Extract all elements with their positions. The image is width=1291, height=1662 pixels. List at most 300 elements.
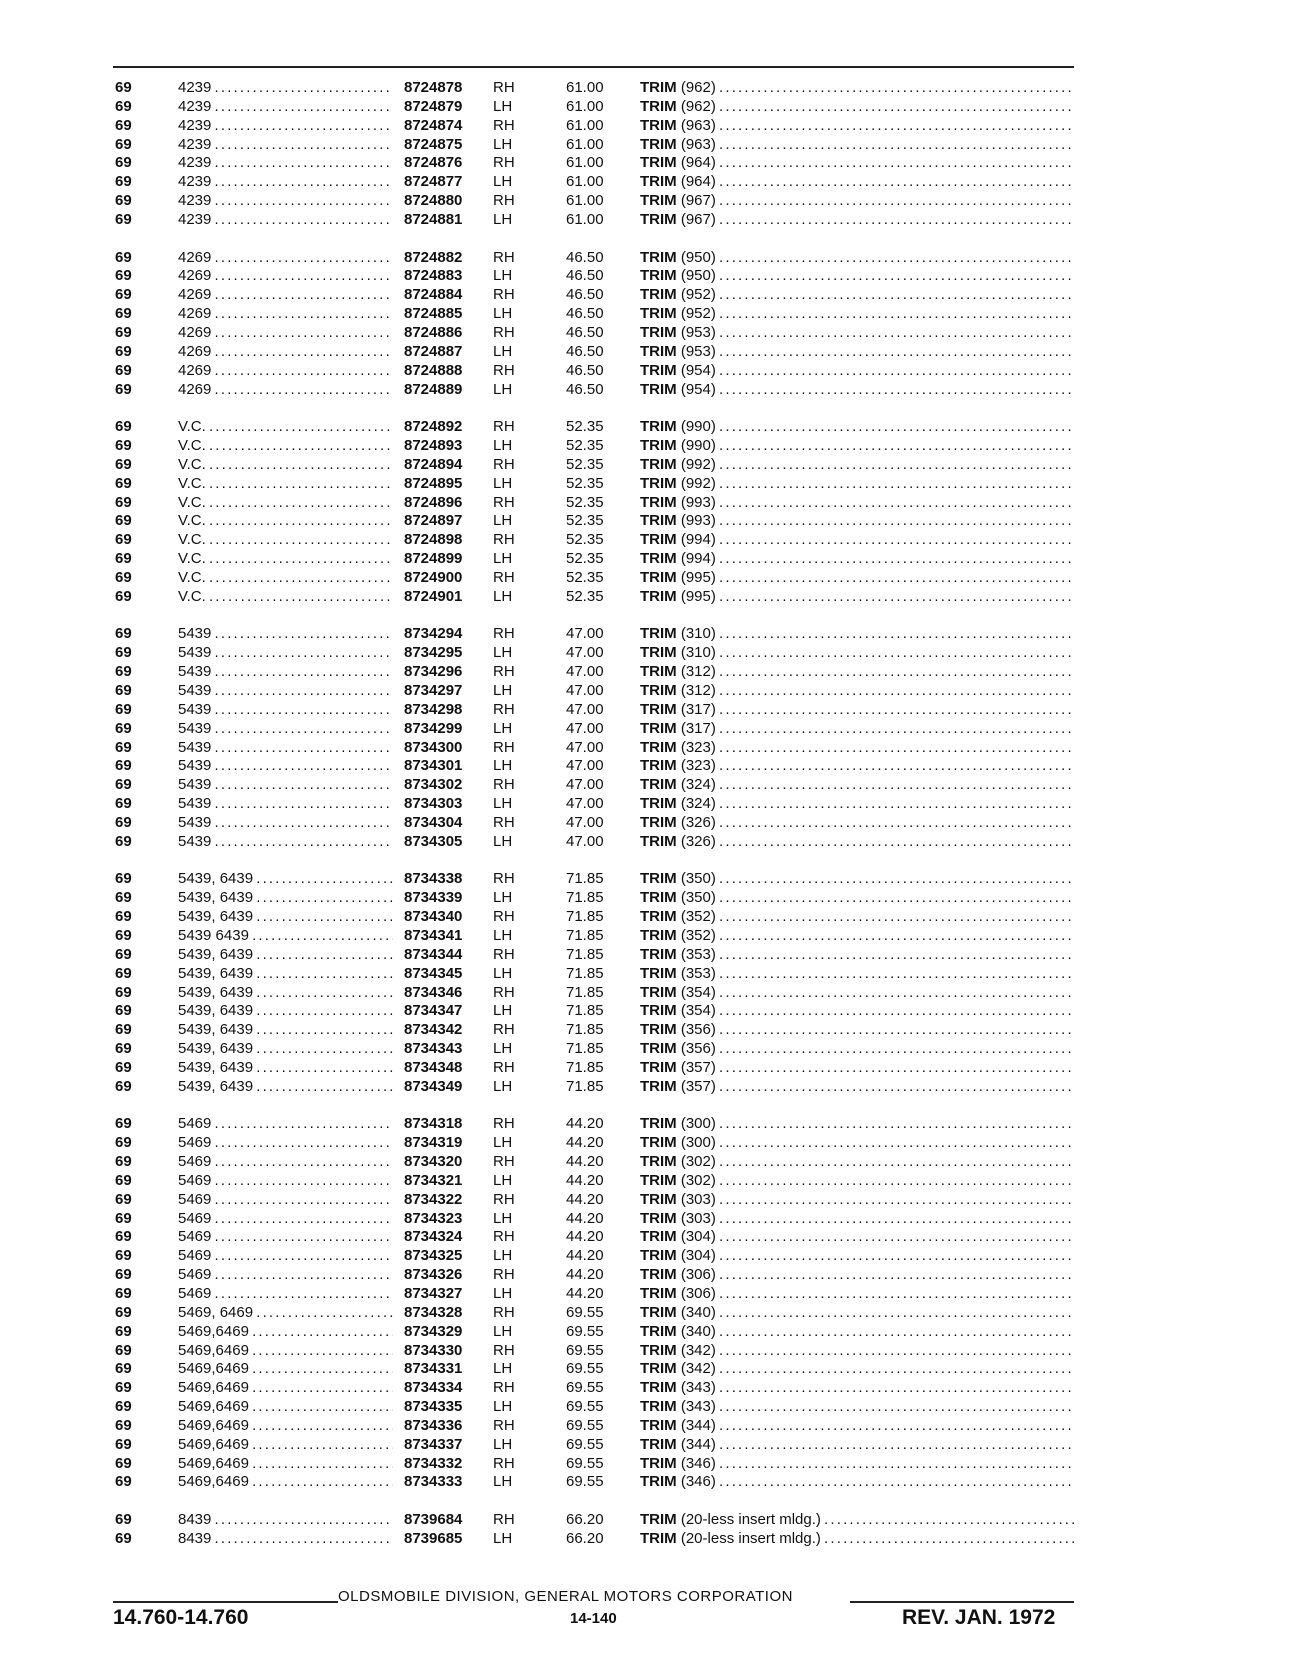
price-cell: 44.20 (566, 1115, 604, 1133)
trim-code: (317) (680, 719, 716, 737)
model-cell: 5439, 6439 . . . (178, 1040, 393, 1059)
list-item (0, 79, 1291, 98)
trim-code: (352) (680, 926, 716, 944)
list-item (0, 1304, 1291, 1323)
description-cell (640, 1473, 1074, 1492)
year-cell: 69 (115, 1190, 132, 1208)
list-item (0, 1455, 1291, 1474)
year-cell: 69 (115, 550, 132, 568)
description-cell (640, 381, 1074, 400)
list-item (0, 1021, 1291, 1040)
price-cell: 71.85 (566, 1002, 604, 1020)
year-cell: 69 (115, 286, 132, 304)
year-cell: 69 (115, 1435, 132, 1453)
description-cell (640, 1360, 1074, 1379)
trim-code: (304) (680, 1228, 716, 1246)
trim-label: TRIM (640, 644, 677, 662)
trim-code: (994) (680, 550, 716, 568)
model-cell: 4269 . . . (178, 362, 393, 381)
trim-label: TRIM (640, 474, 677, 492)
list-item (0, 1191, 1291, 1210)
trim-label: TRIM (640, 1134, 677, 1152)
part-number-cell: 8724901 (404, 587, 463, 605)
price-cell: 46.50 (566, 361, 604, 379)
year-cell: 69 (115, 644, 132, 662)
price-cell: 61.00 (566, 97, 604, 115)
trim-code: (344) (680, 1435, 716, 1453)
model-cell: 5469 . . . (178, 1210, 393, 1229)
price-cell: 71.85 (566, 945, 604, 963)
description-cell (640, 1059, 1074, 1078)
year-cell: 69 (115, 719, 132, 737)
list-item (0, 701, 1291, 720)
trim-code: (304) (680, 1247, 716, 1265)
side-cell: LH (493, 380, 513, 398)
part-number-cell: 8734302 (404, 776, 463, 794)
list-item (0, 475, 1291, 494)
side-cell: RH (493, 418, 515, 436)
price-cell: 71.85 (566, 1040, 604, 1058)
side-cell: RH (493, 1303, 515, 1321)
side-cell: LH (493, 682, 513, 699)
model-cell: 5469 . . . (178, 1266, 393, 1285)
trim-label: TRIM (640, 531, 677, 549)
part-number-cell: 8724893 (404, 437, 463, 455)
trim-label: TRIM (640, 1473, 677, 1491)
price-cell: 47.00 (566, 776, 604, 794)
model-cell: V.C. . . . (178, 456, 393, 475)
side-cell: LH (493, 1529, 513, 1547)
model-cell: 5469,6469 . . . (178, 1379, 393, 1398)
trim-label: TRIM (640, 926, 677, 944)
trim-code: (357) (680, 1058, 716, 1076)
year-cell: 69 (115, 870, 132, 888)
model-cell: 5469 . . . (178, 1172, 393, 1191)
side-cell: LH (493, 135, 513, 153)
model-cell: 4269 . . . (178, 324, 393, 343)
price-cell: 44.20 (566, 1228, 604, 1246)
side-cell: LH (493, 1171, 513, 1189)
list-item (0, 1436, 1291, 1455)
price-cell: 46.50 (566, 286, 604, 304)
side-cell: RH (493, 531, 515, 549)
side-cell: LH (493, 587, 513, 605)
trim-code: (317) (680, 700, 716, 718)
trim-code: (994) (680, 531, 716, 549)
list-item (0, 1210, 1291, 1229)
side-cell: LH (493, 550, 513, 568)
list-item (0, 984, 1291, 1003)
part-number-cell: 8734301 (404, 757, 463, 775)
year-cell: 69 (115, 493, 132, 511)
part-number-cell: 8734338 (404, 870, 463, 888)
list-item (0, 343, 1291, 362)
trim-label: TRIM (640, 625, 677, 643)
trim-code: (967) (680, 192, 716, 210)
description-cell (640, 1266, 1074, 1285)
list-item (0, 305, 1291, 324)
trim-label: TRIM (640, 663, 677, 681)
description-cell (640, 456, 1074, 475)
part-number-cell: 8734343 (404, 1040, 463, 1058)
trim-label: TRIM (640, 1153, 677, 1171)
list-item (0, 211, 1291, 230)
trim-code: (326) (680, 832, 716, 850)
side-cell: LH (493, 305, 513, 323)
side-cell: LH (493, 757, 513, 775)
model-cell: 5439 . . . (178, 833, 393, 852)
part-number-cell: 8724882 (404, 248, 463, 266)
trim-label: TRIM (640, 493, 677, 511)
description-cell (640, 1078, 1074, 1097)
model-cell: V.C. . . . (178, 494, 393, 513)
description-cell (640, 1417, 1074, 1436)
year-cell: 69 (115, 173, 132, 191)
group-spacer (0, 852, 1291, 871)
part-number-cell: 8734322 (404, 1190, 463, 1208)
model-cell: V.C. . . . (178, 418, 393, 437)
side-cell: RH (493, 1228, 515, 1246)
year-cell: 69 (115, 945, 132, 963)
part-number-cell: 8734319 (404, 1134, 463, 1152)
side-cell: RH (493, 1115, 515, 1133)
list-item (0, 1228, 1291, 1247)
side-cell: RH (493, 870, 515, 888)
list-item (0, 531, 1291, 550)
description-cell (640, 1153, 1074, 1172)
trim-code: (300) (680, 1115, 716, 1133)
price-cell: 69.55 (566, 1454, 604, 1472)
model-cell: 5439 . . . (178, 625, 393, 644)
model-cell: 5469 . . . (178, 1115, 393, 1134)
side-cell: RH (493, 323, 515, 341)
model-cell: 5439 6439 . . . (178, 927, 393, 946)
trim-label: TRIM (640, 738, 677, 756)
description-cell (640, 512, 1074, 531)
side-cell: LH (493, 1473, 513, 1491)
trim-code: (992) (680, 455, 716, 473)
part-number-cell: 8734328 (404, 1303, 463, 1321)
trim-label: TRIM (640, 1285, 677, 1302)
trim-code: (343) (680, 1379, 716, 1397)
trim-code: (990) (680, 418, 716, 436)
side-cell: LH (493, 173, 513, 191)
trim-label: TRIM (640, 1266, 677, 1284)
model-cell: 5439, 6439 . . . (178, 965, 393, 984)
trim-label: TRIM (640, 1398, 677, 1416)
price-cell: 47.00 (566, 663, 604, 681)
year-cell: 69 (115, 1021, 132, 1039)
price-cell: 69.55 (566, 1435, 604, 1453)
side-cell: LH (493, 1435, 513, 1453)
year-cell: 69 (115, 1171, 132, 1189)
side-cell: RH (493, 945, 515, 963)
trim-label: TRIM (640, 210, 677, 228)
trim-label: TRIM (640, 1021, 677, 1039)
part-number-cell: 8724876 (404, 154, 463, 172)
list-item (0, 776, 1291, 795)
description-cell (640, 362, 1074, 381)
description-cell (640, 494, 1074, 513)
price-cell: 52.35 (566, 587, 604, 605)
price-cell: 52.35 (566, 531, 604, 549)
trim-code: (992) (680, 474, 716, 492)
trim-label: TRIM (640, 437, 677, 455)
description-cell (640, 701, 1074, 720)
price-cell: 69.55 (566, 1416, 604, 1434)
side-cell: LH (493, 97, 513, 115)
description-cell (640, 211, 1074, 230)
trim-code: (302) (680, 1171, 716, 1189)
year-cell: 69 (115, 531, 132, 549)
trim-code: (303) (680, 1190, 716, 1208)
part-number-cell: 8724898 (404, 531, 463, 549)
part-number-cell: 8734337 (404, 1435, 463, 1453)
description-cell (640, 663, 1074, 682)
description-cell (640, 720, 1074, 739)
year-cell: 69 (115, 795, 132, 813)
side-cell: RH (493, 1153, 515, 1171)
trim-code: (344) (680, 1416, 716, 1434)
year-cell: 69 (115, 1040, 132, 1058)
side-cell: RH (493, 663, 515, 681)
price-cell: 44.20 (566, 1171, 604, 1189)
model-cell: 4239 . . . (178, 136, 393, 155)
list-item (0, 136, 1291, 155)
trim-label: TRIM (640, 1435, 677, 1453)
description-cell (640, 1134, 1074, 1153)
part-number-cell: 8734303 (404, 795, 463, 813)
price-cell: 44.20 (566, 1153, 604, 1171)
model-cell: 5439, 6439 . . . (178, 1002, 393, 1021)
part-number-cell: 8734347 (404, 1002, 463, 1020)
year-cell: 69 (115, 1379, 132, 1397)
year-cell: 69 (115, 1303, 132, 1321)
list-item (0, 437, 1291, 456)
trim-code: (323) (680, 757, 716, 775)
description-cell (640, 1285, 1074, 1304)
trim-label: TRIM (640, 1209, 677, 1227)
trim-code: (952) (680, 305, 716, 323)
side-cell: RH (493, 286, 515, 304)
model-cell: 5439, 6439 . . . (178, 889, 393, 908)
trim-label: TRIM (640, 79, 677, 96)
price-cell: 44.20 (566, 1134, 604, 1152)
year-cell: 69 (115, 625, 132, 643)
description-cell (640, 889, 1074, 908)
trim-code: (326) (680, 813, 716, 831)
price-cell: 61.00 (566, 192, 604, 210)
description-cell (640, 154, 1074, 173)
trim-label: TRIM (640, 512, 677, 530)
list-item (0, 663, 1291, 682)
side-cell: RH (493, 1058, 515, 1076)
trim-label: TRIM (640, 550, 677, 568)
part-number-cell: 8734344 (404, 945, 463, 963)
side-cell: RH (493, 116, 515, 134)
trim-label: TRIM (640, 719, 677, 737)
trim-code: (354) (680, 1002, 716, 1020)
trim-label: TRIM (640, 1360, 677, 1378)
list-item (0, 286, 1291, 305)
side-cell: LH (493, 1134, 513, 1152)
trim-label: TRIM (640, 173, 677, 191)
description-cell (640, 1511, 1074, 1530)
description-cell (640, 757, 1074, 776)
part-number-cell: 8734304 (404, 813, 463, 831)
description-cell (640, 1323, 1074, 1342)
part-number-cell: 8734327 (404, 1285, 463, 1302)
side-cell: RH (493, 1266, 515, 1284)
trim-code: (306) (680, 1285, 716, 1302)
side-cell: LH (493, 889, 513, 907)
description-cell (640, 1191, 1074, 1210)
price-cell: 61.00 (566, 173, 604, 191)
side-cell: LH (493, 795, 513, 813)
list-item (0, 1002, 1291, 1021)
list-item (0, 456, 1291, 475)
trim-label: TRIM (640, 455, 677, 473)
list-item (0, 98, 1291, 117)
trim-code: (342) (680, 1360, 716, 1378)
list-item (0, 1342, 1291, 1361)
description-cell (640, 1379, 1074, 1398)
year-cell: 69 (115, 1228, 132, 1246)
price-cell: 47.00 (566, 795, 604, 813)
price-cell: 61.00 (566, 79, 604, 96)
year-cell: 69 (115, 908, 132, 926)
price-cell: 46.50 (566, 248, 604, 266)
list-item (0, 757, 1291, 776)
trim-label: TRIM (640, 700, 677, 718)
side-cell: LH (493, 1209, 513, 1227)
trim-label: TRIM (640, 342, 677, 360)
description-cell (640, 343, 1074, 362)
price-cell: 66.20 (566, 1529, 604, 1547)
model-cell: V.C. . . . (178, 588, 393, 607)
trim-code: (312) (680, 663, 716, 681)
part-number-cell: 8734297 (404, 682, 463, 699)
part-number-cell: 8734325 (404, 1247, 463, 1265)
side-cell: LH (493, 1077, 513, 1095)
model-cell: 4239 . . . (178, 154, 393, 173)
description-cell (640, 776, 1074, 795)
year-cell: 69 (115, 267, 132, 285)
parts-list (0, 79, 1291, 1549)
trim-code: (353) (680, 945, 716, 963)
description-cell (640, 1304, 1074, 1323)
part-number-cell: 8734300 (404, 738, 463, 756)
list-item (0, 117, 1291, 136)
trim-label: TRIM (640, 380, 677, 398)
description-cell (640, 1398, 1074, 1417)
price-cell: 47.00 (566, 813, 604, 831)
trim-label: TRIM (640, 682, 677, 699)
price-cell: 52.35 (566, 493, 604, 511)
price-cell: 69.55 (566, 1379, 604, 1397)
list-item (0, 1530, 1291, 1549)
list-item (0, 1266, 1291, 1285)
part-number-cell: 8734326 (404, 1266, 463, 1284)
description-cell (640, 1436, 1074, 1455)
part-number-cell: 8734299 (404, 719, 463, 737)
description-cell (640, 946, 1074, 965)
year-cell: 69 (115, 79, 132, 96)
footer-revision: REV. JAN. 1972 (902, 1606, 1056, 1629)
trim-code: (962) (680, 97, 716, 115)
price-cell: 52.35 (566, 474, 604, 492)
list-item (0, 946, 1291, 965)
year-cell: 69 (115, 474, 132, 492)
year-cell: 69 (115, 512, 132, 530)
price-cell: 69.55 (566, 1341, 604, 1359)
price-cell: 44.20 (566, 1190, 604, 1208)
year-cell: 69 (115, 757, 132, 775)
list-item (0, 682, 1291, 701)
side-cell: RH (493, 1416, 515, 1434)
side-cell: RH (493, 192, 515, 210)
trim-label: TRIM (640, 983, 677, 1001)
model-cell: 5439 . . . (178, 757, 393, 776)
model-cell: V.C. . . . (178, 550, 393, 569)
trim-label: TRIM (640, 286, 677, 304)
trim-code: (350) (680, 870, 716, 888)
description-cell (640, 984, 1074, 1003)
model-cell: 4239 . . . (178, 79, 393, 98)
price-cell: 52.35 (566, 418, 604, 436)
year-cell: 69 (115, 342, 132, 360)
year-cell: 69 (115, 248, 132, 266)
year-cell: 69 (115, 323, 132, 341)
description-cell (640, 249, 1074, 268)
side-cell: RH (493, 1341, 515, 1359)
list-item (0, 1078, 1291, 1097)
year-cell: 69 (115, 926, 132, 944)
price-cell: 52.35 (566, 568, 604, 586)
description-cell (640, 965, 1074, 984)
price-cell: 47.00 (566, 738, 604, 756)
trim-label: TRIM (640, 908, 677, 926)
trim-label: TRIM (640, 1511, 677, 1529)
price-cell: 44.20 (566, 1247, 604, 1265)
trim-code: (324) (680, 795, 716, 813)
model-cell: 5469, 6469 . . . (178, 1304, 393, 1323)
part-number-cell: 8734334 (404, 1379, 463, 1397)
side-cell: LH (493, 1040, 513, 1058)
part-number-cell: 8724878 (404, 79, 463, 96)
description-cell (640, 418, 1074, 437)
price-cell: 52.35 (566, 455, 604, 473)
side-cell: LH (493, 1247, 513, 1265)
footer-rule-right (850, 1601, 1074, 1603)
part-number-cell: 8724887 (404, 342, 463, 360)
price-cell: 44.20 (566, 1266, 604, 1284)
model-cell: 5439 . . . (178, 663, 393, 682)
description-cell (640, 117, 1074, 136)
year-cell: 69 (115, 776, 132, 794)
side-cell: LH (493, 644, 513, 662)
list-item (0, 154, 1291, 173)
list-item (0, 1153, 1291, 1172)
model-cell: 5469,6469 . . . (178, 1436, 393, 1455)
model-cell: 5439 . . . (178, 795, 393, 814)
part-number-cell: 8724886 (404, 323, 463, 341)
list-item (0, 192, 1291, 211)
model-cell: 4269 . . . (178, 381, 393, 400)
model-cell: 4269 . . . (178, 305, 393, 324)
trim-label: TRIM (640, 757, 677, 775)
part-number-cell: 8724900 (404, 568, 463, 586)
